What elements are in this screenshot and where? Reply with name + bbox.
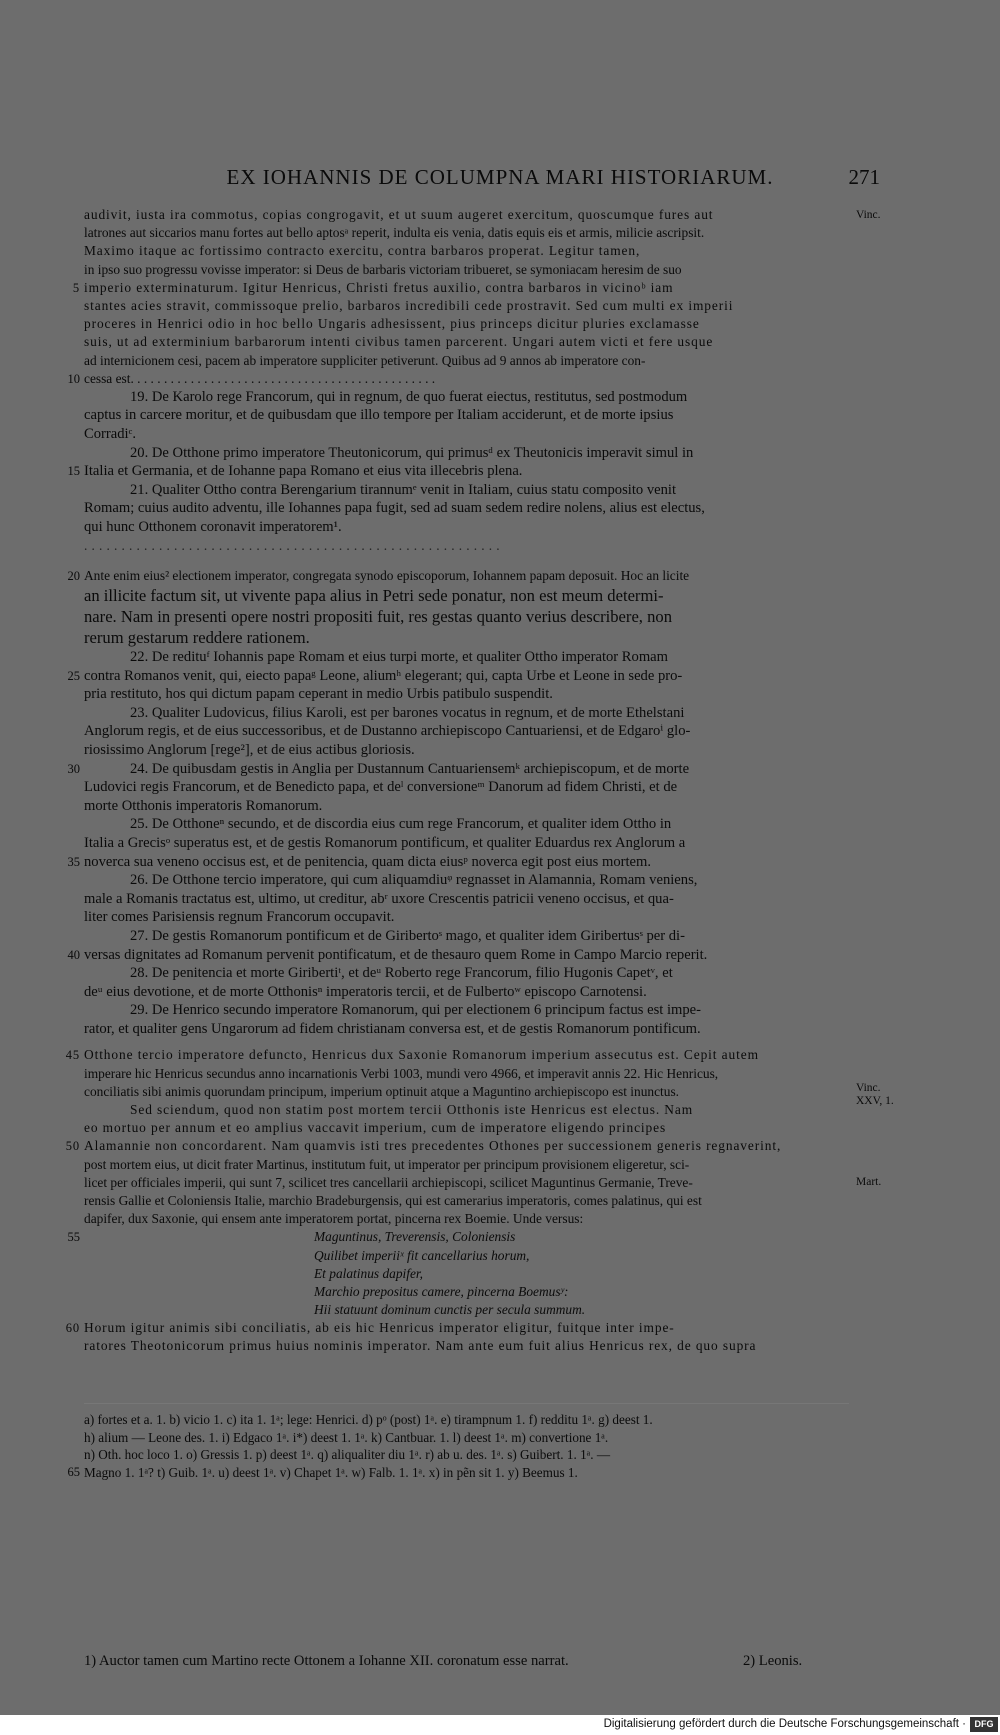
text-line — [72, 279, 849, 297]
text-line — [84, 499, 849, 518]
text-line — [84, 444, 849, 463]
text-line — [84, 741, 849, 760]
text-line — [84, 333, 849, 351]
running-header — [0, 165, 1000, 195]
text-line — [84, 627, 849, 648]
line-text: licet per officiales imperii, qui sunt 7, scilicet tres cancellarii archiepiscopi, scilicet Maguntinus Germanie, Treve- — [84, 1174, 693, 1190]
line-text: proceres in Henrici odio in hoc bello Ungaris adhesissent, pius princeps dicitur pluries exclamasse — [84, 316, 700, 332]
text-line — [84, 388, 849, 407]
line-text: liter comes Parisiensis regnum Francorum occupavit. — [84, 909, 395, 926]
footnote-2: 2) Leonis. — [743, 1653, 803, 1669]
line-text: suis, ut ad exterminium barbarorum intenti civibus tamen parcerent. Ungari autem victi et fere usque — [84, 334, 714, 350]
funding-banner — [0, 1715, 1000, 1735]
line-number: 15 — [67, 464, 80, 479]
text-line — [84, 1283, 849, 1301]
apparatus-line — [84, 1429, 849, 1447]
line-text: versas dignitates ad Romanum pervenit pontificatum, et de thesauro quem Rome in Campo Marcio reperit. — [84, 946, 708, 963]
text-line — [84, 224, 849, 242]
text-line — [67, 462, 849, 481]
text-line — [84, 425, 849, 444]
text-line — [67, 370, 849, 388]
margin-note-mart: Mart. — [856, 1176, 882, 1188]
text-line — [84, 722, 849, 741]
text-line — [84, 1083, 849, 1101]
line-text: latrones aut siccarios manu fortes aut bello aptosᵃ reperit, indulta eis venia, datis equis eis et armis, milicie ascripsit. — [84, 225, 705, 241]
text-line — [84, 1119, 849, 1137]
text-line — [84, 890, 849, 909]
text-line — [67, 853, 849, 872]
footnote-1: 1) Auctor tamen cum Martino recte Ottonem a Iohanne XII. coronatum esse narrat. — [84, 1653, 569, 1669]
text-line — [67, 1228, 849, 1246]
line-number: 10 — [67, 371, 80, 386]
text-line — [84, 685, 849, 704]
line-text: 28. De penitencia et morte Giribertiᵗ, et deᵘ Roberto rege Francorum, filio Hugonis Capetᵛ, et — [130, 965, 673, 982]
line-text: an illicite factum sit, ut vivente papa alius in Petri sede ponatur, non est meum determi- — [84, 586, 664, 605]
line-text: 25. De Otthoneⁿ secundo, et de discordia eius cum rege Francorum, et qualiter idem Ottho in — [130, 816, 672, 833]
line-text: a) fortes et a. 1. b) vicio 1. c) ita 1. 1ᵃ; lege: Henrici. d) pᵒ (post) 1ᵃ. e) tirampnum 1. f) redditu 1ᵃ. g) deest 1. — [84, 1412, 653, 1427]
line-text: Ludovici regis Francorum, et de Benedicto papa, et deˡ conversioneᵐ Danorum ad fidem Christi, et de — [84, 779, 678, 796]
text-line — [84, 261, 849, 279]
line-number: 65 — [67, 1464, 80, 1479]
text-line — [84, 1174, 849, 1192]
text-line — [84, 206, 849, 224]
line-text: pria restituto, hos qui dictum papam ceperant in medio Urbis patibulo suspendit. — [84, 686, 553, 703]
page-number: 271 — [848, 165, 880, 189]
line-number: 25 — [67, 668, 80, 683]
text-line — [67, 667, 849, 686]
line-number: 55 — [67, 1230, 80, 1245]
line-text: riosissimo Anglorum [rege²], et de eius actibus gloriosis. — [84, 741, 415, 758]
main-text — [65, 206, 849, 1356]
line-text: cessa est. . . . . . . . . . . . . . . . . . . . . . . . . . . . . . . . . . . . . . . . . . . . . . — [84, 370, 436, 386]
text-line — [84, 1247, 849, 1265]
line-text: eo mortuo per annum et eo amplius vaccavit imperium, cum de imperatore eligendo principes — [84, 1120, 667, 1136]
text-line — [84, 704, 849, 723]
line-text: 24. De quibusdam gestis in Anglia per Dustannum Cantuariensemᵏ archiepiscopum, et de morte — [130, 760, 690, 777]
line-text: rensis Gallie et Coloniensis Italie, marchio Bradeburgensis, qui est camerarius imperatoris, comes palatinus, qui est — [84, 1192, 702, 1208]
text-line — [84, 315, 849, 333]
line-text: qui hunc Otthonem coronavit imperatorem¹. — [84, 519, 342, 536]
text-line — [84, 983, 849, 1002]
line-text: Et palatinus dapifer, — [314, 1265, 423, 1281]
line-text: stantes acies stravit, commissoque prelio, barbaros incredibili cede prostravit. Sed cum multi ex imperii — [84, 297, 734, 313]
line-text: dapifer, dux Saxonie, qui ensem ante imperatorem portat, pincerna rex Boemie. Unde versus: — [84, 1211, 584, 1227]
line-text: rerum gestarum reddere rationem. — [84, 628, 310, 647]
text-line — [84, 1301, 849, 1319]
line-text: conciliatis sibi animis quorundam principum, imperium optinuit atque a Maguntino archiepiscopo est inunctus. — [84, 1083, 680, 1099]
line-text: h) alium — Leone des. 1. i) Edgaco 1ᵃ. i*) deest 1. 1ᵃ. k) Cantbuar. 1. l) deest 1ᵃ. m) convertione 1ᵃ. — [84, 1429, 609, 1445]
line-number: 45 — [65, 1048, 80, 1063]
line-text: Alamannie non concordarent. Nam quamvis isti tres precedentes Othones per successionem generis regnaverint, — [84, 1138, 782, 1154]
line-text: deᵘ eius devotione, et de morte Otthonisⁿ imperatoris tercii, et de Fulbertoʷ episcopo Carnotensi. — [84, 983, 647, 1000]
text-line — [67, 567, 849, 585]
apparatus-line — [84, 1411, 849, 1429]
margin-note-vinc: Vinc. — [856, 209, 881, 221]
line-text: Maguntinus, Treverensis, Coloniensis — [314, 1229, 516, 1245]
line-number: 35 — [67, 854, 80, 869]
text-line — [67, 946, 849, 965]
line-number: 60 — [65, 1321, 80, 1336]
line-text: 19. De Karolo rege Francorum, qui in regnum, de quo fuerat eiectus, restitutus, sed postmodum — [130, 388, 688, 405]
text-line — [84, 1020, 849, 1039]
text-line — [84, 648, 849, 667]
text-line — [84, 1101, 849, 1119]
funding-banner-text: Digitalisierung gefördert durch die Deutsche Forschungsgemeinschaft · — [603, 1718, 966, 1730]
line-text: Maximo itaque ac fortissimo contracto exercitu, contra barbaros properat. Legitur tamen, — [84, 243, 641, 259]
line-text: Horum igitur animis sibi conciliatis, ab eis hic Henricus imperator eligitur, fuitque inter impe- — [84, 1320, 675, 1336]
text-line — [84, 1337, 849, 1355]
line-text: in ipso suo progressu vovisse imperator: si Deus de barbaris victoriam tribueret, se symoniacam heresim de suo — [84, 261, 682, 277]
line-text: Anglorum regis, et de eius successoribus, et de Dustanno archiepiscopo Cantuariensi, et de Edgaroⁱ glo- — [84, 723, 691, 740]
line-text: 29. De Henrico secundo imperatore Romanorum, qui per electionem 6 principum factus est impe- — [130, 1002, 702, 1019]
line-text: rator, et qualiter gens Ungarorum ad fidem christianam conversa est, et de gestis Romanorum pontificum. — [84, 1020, 701, 1037]
line-text: Italia a Grecisᵒ superatus est, et de gestis Romanorum pontificum, et qualiter Eduardus rex Anglorum a — [84, 834, 686, 851]
line-number: 20 — [67, 568, 80, 583]
text-line — [84, 815, 849, 834]
line-text: audivit, iusta ira commotus, copias congrogavit, et ut suum augeret exercitum, quoscumque fures aut — [84, 207, 714, 222]
text-line — [84, 1192, 849, 1210]
text-line — [84, 481, 849, 500]
text-line — [84, 1265, 849, 1283]
text-line — [84, 797, 849, 816]
critical-apparatus — [67, 1411, 849, 1481]
text-line — [84, 834, 849, 853]
text-line — [84, 871, 849, 890]
line-number: 5 — [72, 280, 80, 295]
apparatus-line — [84, 1446, 849, 1464]
line-text: post mortem eius, ut dicit frater Martinus, institutum fuit, ut imperator per principum provisionem eligeretur, sci- — [84, 1156, 690, 1172]
line-text: ad internicionem cesi, pacem ab imperatore suppliciter petiverunt. Quibus ad 9 annos ab imperatore con- — [84, 352, 646, 368]
line-text: contra Romanos venit, qui, eiecto papaᵍ Leone, aliumʰ elegerant; qui, capta Urbe et Leone in sede pro- — [84, 667, 683, 684]
text-line — [84, 927, 849, 946]
text-line — [84, 1001, 849, 1020]
line-text: 22. De redituᶠ Iohannis pape Romam et eius turpi morte, et qualiter Ottho imperator Romam — [130, 649, 669, 665]
line-text: imperio exterminaturum. Igitur Henricus, Christi fretus auxilio, contra barbaros in vicinoᵇ iam — [84, 279, 674, 295]
line-text: n) Oth. hoc loco 1. o) Gressis 1. p) deest 1ᵃ. q) aliqualiter diu 1ᵃ. r) ab u. des. 1ᵃ. s) Guibert. 1. 1ᵃ. — — [84, 1447, 611, 1463]
line-text: Quilibet imperiiˣ fit cancellarius horum, — [314, 1247, 530, 1263]
line-text: Corradiᶜ. — [84, 426, 136, 443]
line-text: 20. De Otthone primo imperatore Theutonicorum, qui primusᵈ ex Theutonicis imperavit simul in — [130, 444, 694, 461]
line-text: Magno 1. 1ᵃ? t) Guib. 1ᵃ. u) deest 1ᵃ. v) Chapet 1ᵃ. w) Falb. 1. 1ᵃ. x) in pẽn sit 1. y) Beemus 1. — [84, 1464, 578, 1480]
text-line — [84, 406, 849, 425]
line-text: Otthone tercio imperatore defuncto, Henricus dux Saxonie Romanorum imperium assecutus est. Cepit autem — [84, 1047, 759, 1063]
text-line — [84, 908, 849, 927]
line-text: imperare hic Henricus secundus anno incarnationis Verbi 1003, mundi vero 4966, et imperavit annis 22. Hic Henricus, — [84, 1065, 719, 1081]
text-line — [84, 964, 849, 983]
apparatus-rule — [84, 1403, 849, 1404]
line-number: 40 — [67, 947, 80, 962]
line-number: 30 — [67, 761, 80, 776]
line-text: nare. Nam in presenti opere nostri propositi fuit, res gestas quanto verius describere, non — [84, 607, 672, 626]
text-line — [67, 760, 849, 779]
text-line — [84, 537, 849, 555]
line-text: Marchio prepositus camere, pincerna Boemusʸ: — [314, 1283, 569, 1299]
text-line — [65, 1137, 849, 1155]
line-text: Sed sciendum, quod non statim post mortem tercii Otthonis iste Henricus est electus. Nam — [130, 1102, 694, 1118]
text-line — [84, 1210, 849, 1228]
text-line — [84, 352, 849, 370]
line-text: captus in carcere moritur, et de quibusdam que illo tempore per Italiam acciderunt, et de morte ipsius — [84, 407, 674, 424]
line-text: 21. Qualiter Ottho contra Berengarium tirannumᵉ venit in Italiam, cuius statu composito venit — [130, 481, 677, 498]
text-line — [65, 1319, 849, 1337]
text-line — [84, 242, 849, 260]
line-text: male a Romanis tractatus est, ultimo, ut creditur, abʳ uxore Crescentis patricii veneno occisus, et qua- — [84, 890, 674, 907]
text-line — [84, 1156, 849, 1174]
text-line — [84, 297, 849, 315]
line-text: morte Otthonis imperatoris Romanorum. — [84, 797, 323, 814]
margin-note-vinc-2-b: XXV, 1. — [856, 1095, 894, 1107]
text-line — [84, 606, 849, 627]
line-text: Ante enim eius² electionem imperator, congregata synodo episcoporum, Iohannem papam deposuit. Hoc an licite — [84, 567, 690, 583]
line-text: Hii statuunt dominum cunctis per secula summum. — [314, 1302, 586, 1318]
margin-note-vinc-2-a: Vinc. — [856, 1082, 881, 1094]
line-text: ratores Theotonicorum primus huius nominis imperator. Nam ante eum fuit alius Henricus rex, de quo supra — [84, 1338, 757, 1354]
line-text: Romam; cuius audito adventu, ille Iohannes papa fugit, sed ad suam sedem redire nolens, alius est electus, — [84, 500, 705, 517]
dfg-logo: DFG — [970, 1717, 998, 1732]
line-text: Italia et Germania, et de Iohanne papa Romano et eius vita illecebris plena. — [84, 463, 523, 480]
line-text: noverca sua veneno occisus est, et de penitencia, quam dicta eiusᵖ noverca egit post eius mortem. — [84, 853, 652, 870]
margin-note-vinc-2 — [856, 1082, 894, 1108]
line-text: 27. De gestis Romanorum pontificum et de Giribertoˢ mago, et qualiter idem Giribertusˢ per di- — [130, 927, 685, 944]
page-title: EX IOHANNIS DE COLUMPNA MARI HISTORIARUM. — [226, 165, 774, 189]
text-line — [84, 518, 849, 537]
line-text: 26. De Otthone tercio imperatore, qui cum aliquamdiuᵠ regnasset in Alamannia, Romam veniens, — [130, 872, 698, 889]
line-text: 23. Qualiter Ludovicus, filius Karoli, est per barones vocatus in regnum, et de morte Ethelstani — [130, 704, 685, 721]
text-line — [84, 778, 849, 797]
line-number: 50 — [65, 1139, 80, 1154]
text-line — [84, 585, 849, 606]
text-line — [84, 1065, 849, 1083]
line-text: . . . . . . . . . . . . . . . . . . . . . . . . . . . . . . . . . . . . . . . . . . . . . . . . . . . . . . . . — [84, 537, 500, 553]
apparatus-line — [67, 1464, 849, 1482]
text-line — [65, 1046, 849, 1064]
